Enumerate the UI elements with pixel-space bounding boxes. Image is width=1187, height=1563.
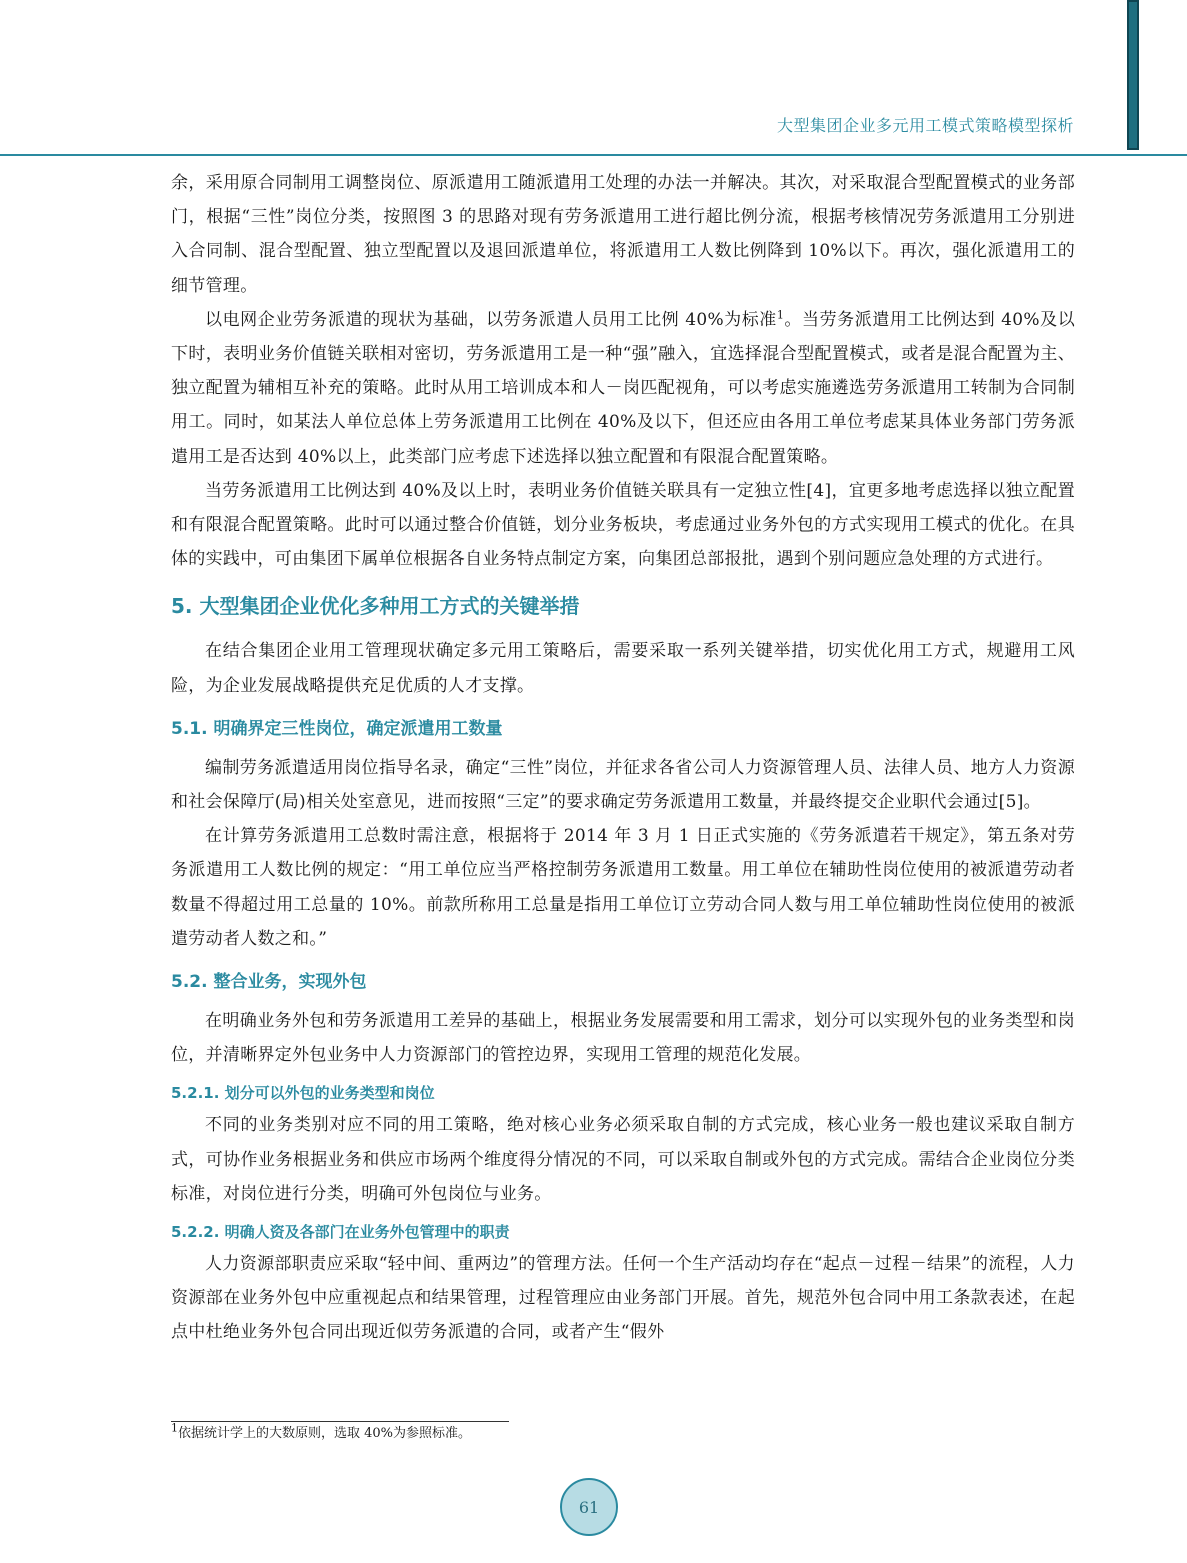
- footnote-ref[interactable]: 1: [776, 308, 785, 322]
- paragraph-above-40: 当劳务派遣用工比例达到 40%及以上时，表明业务价值链关联具有一定独立性[4]，宜更多地考虑选择以独立配置和有限混合配置策略。此时可以通过整合价值链，划分业务板块，考虑通过业务外包的方式实现用工模式的优化。在具体的实践中，可由集团下属单位根据各自业务特点制定方案，向集团总部报批，遇到个别问题应急处理的方式进行。: [171, 480, 1075, 570]
- section-heading-5: 5. 大型集团企业优化多种用工方式的关键举措: [171, 594, 580, 619]
- paragraph-continued: 余，采用原合同制用工调整岗位、原派遣用工随派遣用工处理的办法一并解决。其次，对采取混合型配置模式的业务部门，根据“三性”岗位分类，按照图 3 的思路对现有劳务派遣用工进行超比例分流，根据考核情况劳务派遣用工分别进入合同制、混合型配置、独立型配置以及退回派遣单位，将派遣用工人数比例降到 10%以下。再次，强化派遣用工的细节管理。: [171, 173, 1075, 296]
- page-number: 61: [578, 1497, 600, 1517]
- header-rule: [0, 154, 1187, 156]
- footnote-rule: [171, 1421, 509, 1422]
- paragraph-5-1-b: 在计算劳务派遣用工总数时需注意，根据将于 2014 年 3 月 1 日正式实施的《劳务派遣若干规定》，第五条对劳务派遣用工人数比例的规定：“用工单位应当严格控制劳务派遣用工数量。用工单位在辅助性岗位使用的被派遣劳动者数量不得超过用工总量的 10%。前款所称用工总量是指用工单位订立劳动合同人数与用工单位辅助性岗位使用的被派遣劳动者人数之和。”: [171, 826, 1075, 949]
- section-heading-5-2: 5.2. 整合业务，实现外包: [171, 972, 367, 993]
- paragraph-5-1-a: 编制劳务派遣适用岗位指导名录，确定“三性”岗位，并征求各省公司人力资源管理人员、法律人员、地方人力资源和社会保障厅(局)相关处室意见，进而按照“三定”的要求确定劳务派遣用工数量，并最终提交企业职代会通过[5]。: [171, 757, 1075, 813]
- section-heading-5-1: 5.1. 明确界定三性岗位，确定派遣用工数量: [171, 718, 503, 739]
- paragraph-text: 。当劳务派遣用工比例达到 40%及以下时，表明业务价值链关联相对密切，劳务派遣用工是一种“强”融入，宜选择混合型配置模式，或者是混合配置为主、独立配置为辅相互补充的策略。此时从用工培训成本和人－岗匹配视角，可以考虑实施遴选劳务派遣用工转制为合同制用工。同时，如某法人单位总体上劳务派遣用工比例在 40%及以下，但还应由各用工单位考虑某具体业务部门劳务派遣用工是否达到 40%以上，此类部门应考虑下述选择以独立配置和有限混合配置策略。: [171, 309, 1075, 467]
- section-heading-5-2-2: 5.2.2. 明确人资及各部门在业务外包管理中的职责: [171, 1223, 510, 1242]
- paragraph-section-5-intro: 在结合集团企业用工管理现状确定多元用工策略后，需要采取一系列关键举措，切实优化用工方式，规避用工风险，为企业发展战略提供充足优质的人才支撑。: [171, 641, 1075, 696]
- paragraph-5-2-2: 人力资源部职责应采取“轻中间、重两边”的管理方法。任何一个生产活动均存在“起点－过程－结果”的流程，人力资源部在业务外包中应重视起点和结果管理，过程管理应由业务部门开展。首先，规范外包合同中用工条款表述，在起点中杜绝业务外包合同出现近似劳务派遣的合同，或者产生“假外: [171, 1254, 1075, 1343]
- page-number-badge: [560, 1478, 618, 1536]
- running-title: 大型集团企业多元用工模式策略模型探析: [776, 116, 1074, 135]
- paragraph-ratio-standard: [171, 303, 1075, 474]
- footnote-text: 依据统计学上的大数原则，选取 40%为参照标准。: [178, 1426, 472, 1441]
- paragraph-5-2: 在明确业务外包和劳务派遣用工差异的基础上，根据业务发展需要和用工需求，划分可以实现外包的业务类型和岗位，并清晰界定外包业务中人力资源部门的管控边界，实现用工管理的规范化发展。: [171, 1011, 1075, 1066]
- paragraph-text: 以电网企业劳务派遣的现状为基础，以劳务派遣人员用工比例 40%为标准: [205, 309, 777, 330]
- section-heading-5-2-1: 5.2.1. 划分可以外包的业务类型和岗位: [171, 1084, 435, 1103]
- article-body: [171, 166, 1075, 1350]
- footnote-mark: 1: [171, 1421, 178, 1435]
- paragraph-5-2-1: 不同的业务类别对应不同的用工策略，绝对核心业务必须采取自制的方式完成，核心业务一般也建议采取自制方式，可协作业务根据业务和供应市场两个维度得分情况的不同，可以采取自制或外包的方式完成。需结合企业岗位分类标准，对岗位进行分类，明确可外包岗位与业务。: [171, 1115, 1075, 1204]
- footnote: [171, 1421, 472, 1443]
- header-accent-bar: [1127, 0, 1139, 150]
